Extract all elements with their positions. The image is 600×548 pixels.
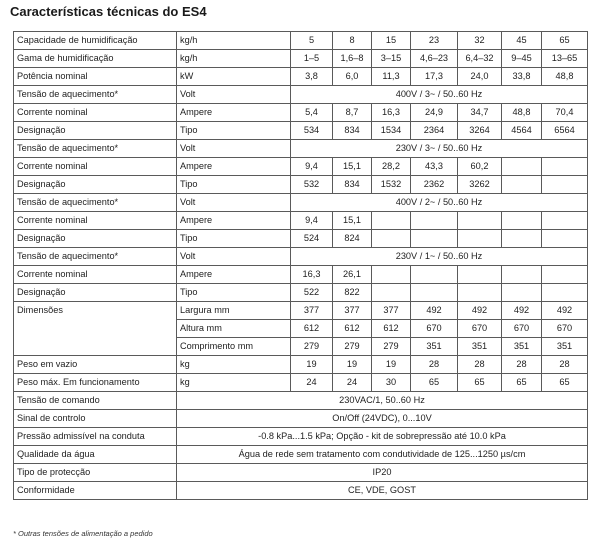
specifications-table — [13, 31, 588, 500]
table-cell: 824 — [333, 230, 372, 248]
table-row — [14, 356, 588, 374]
table-cell: 351 — [411, 338, 458, 356]
table-cell — [411, 212, 458, 230]
row-label: Qualidade da água — [14, 446, 177, 464]
table-cell — [502, 158, 542, 176]
row-label: Gama de humidificação — [14, 50, 177, 68]
table-cell: 377 — [372, 302, 411, 320]
table-cell — [372, 284, 411, 302]
table-cell: 11,3 — [372, 68, 411, 86]
table-cell — [458, 284, 502, 302]
row-label: Conformidade — [14, 482, 177, 500]
table-cell — [411, 266, 458, 284]
table-cell: 6,0 — [333, 68, 372, 86]
table-cell: 65 — [542, 32, 588, 50]
row-label: Designação — [14, 230, 177, 248]
table-cell: 65 — [542, 374, 588, 392]
table-cell: 19 — [291, 356, 333, 374]
row-value: CE, VDE, GOST — [177, 482, 588, 500]
table-row — [14, 68, 588, 86]
table-cell: 26,1 — [333, 266, 372, 284]
table-cell: 351 — [502, 338, 542, 356]
row-value: -0.8 kPa...1.5 kPa; Opção - kit de sobrepressão até 10.0 kPa — [177, 428, 588, 446]
table-cell: 612 — [291, 320, 333, 338]
table-cell: 15,1 — [333, 212, 372, 230]
table-cell: 1534 — [372, 122, 411, 140]
table-cell: 522 — [291, 284, 333, 302]
table-row — [14, 392, 588, 410]
table-cell: 60,2 — [458, 158, 502, 176]
table-cell: 28 — [458, 356, 502, 374]
row-unit: Largura mm — [177, 302, 291, 320]
table-cell: 279 — [333, 338, 372, 356]
table-cell: 65 — [458, 374, 502, 392]
table-cell: 670 — [542, 320, 588, 338]
table-cell: 15 — [372, 32, 411, 50]
table-cell: 16,3 — [291, 266, 333, 284]
table-cell: 33,8 — [502, 68, 542, 86]
table-cell: 524 — [291, 230, 333, 248]
row-value: Água de rede sem tratamento com condutividade de 125...1250 µs/cm — [177, 446, 588, 464]
table-cell: 28 — [502, 356, 542, 374]
table-cell: 65 — [502, 374, 542, 392]
table-cell: 612 — [333, 320, 372, 338]
table-cell: 8 — [333, 32, 372, 50]
row-label: Peso em vazio — [14, 356, 177, 374]
table-cell: 492 — [502, 302, 542, 320]
table-cell — [411, 230, 458, 248]
table-row — [14, 158, 588, 176]
table-cell: 13–65 — [542, 50, 588, 68]
table-cell: 48,8 — [542, 68, 588, 86]
table-cell — [542, 158, 588, 176]
table-cell — [372, 266, 411, 284]
row-label: Tensão de aquecimento* — [14, 248, 177, 266]
row-unit: Tipo — [177, 122, 291, 140]
table-cell: 23 — [411, 32, 458, 50]
table-cell: 17,3 — [411, 68, 458, 86]
table-cell: 2364 — [411, 122, 458, 140]
table-cell: 279 — [372, 338, 411, 356]
table-cell: 5 — [291, 32, 333, 50]
row-label: Sinal de controlo — [14, 410, 177, 428]
table-row — [14, 266, 588, 284]
row-unit: Volt — [177, 248, 291, 266]
table-cell: 279 — [291, 338, 333, 356]
row-unit: Volt — [177, 86, 291, 104]
table-cell: 534 — [291, 122, 333, 140]
table-cell — [458, 212, 502, 230]
table-cell: 834 — [333, 176, 372, 194]
table-row — [14, 212, 588, 230]
row-unit: Ampere — [177, 266, 291, 284]
row-label: Tensão de comando — [14, 392, 177, 410]
footnote: * Outras tensões de alimentação a pedido — [13, 529, 153, 538]
table-cell — [411, 284, 458, 302]
table-cell — [542, 212, 588, 230]
table-row — [14, 302, 588, 320]
table-cell: 492 — [458, 302, 502, 320]
table-cell: 4564 — [502, 122, 542, 140]
row-unit: Tipo — [177, 230, 291, 248]
row-label: Designação — [14, 176, 177, 194]
table-cell — [372, 212, 411, 230]
row-label: Dimensões — [14, 302, 177, 356]
row-label: Tensão de aquecimento* — [14, 194, 177, 212]
table-row — [14, 410, 588, 428]
table-row — [14, 32, 588, 50]
table-cell: 1,6–8 — [333, 50, 372, 68]
row-label: Capacidade de humidificação — [14, 32, 177, 50]
table-cell — [542, 230, 588, 248]
table-cell: 28,2 — [372, 158, 411, 176]
table-row — [14, 428, 588, 446]
table-row — [14, 284, 588, 302]
table-row — [14, 248, 588, 266]
table-cell: 4,6–23 — [411, 50, 458, 68]
table-cell: 24 — [291, 374, 333, 392]
table-cell: 1532 — [372, 176, 411, 194]
row-unit: Ampere — [177, 212, 291, 230]
row-value: 230VAC/1, 50..60 Hz — [177, 392, 588, 410]
table-cell: 492 — [542, 302, 588, 320]
table-row — [14, 104, 588, 122]
table-row — [14, 86, 588, 104]
table-cell: 492 — [411, 302, 458, 320]
row-unit: Comprimento mm — [177, 338, 291, 356]
row-value: 230V / 1~ / 50..60 Hz — [291, 248, 588, 266]
table-cell: 8,7 — [333, 104, 372, 122]
table-cell: 532 — [291, 176, 333, 194]
row-unit: Altura mm — [177, 320, 291, 338]
table-cell: 48,8 — [502, 104, 542, 122]
row-label: Corrente nominal — [14, 266, 177, 284]
table-row — [14, 464, 588, 482]
table-cell — [542, 176, 588, 194]
table-row — [14, 446, 588, 464]
table-cell: 34,7 — [458, 104, 502, 122]
row-unit: kW — [177, 68, 291, 86]
row-label: Tensão de aquecimento* — [14, 140, 177, 158]
row-label: Peso máx. Em funcionamento — [14, 374, 177, 392]
row-unit: kg — [177, 356, 291, 374]
table-cell: 19 — [372, 356, 411, 374]
table-cell — [502, 230, 542, 248]
table-cell: 28 — [542, 356, 588, 374]
row-value: 400V / 3~ / 50..60 Hz — [291, 86, 588, 104]
table-cell: 2362 — [411, 176, 458, 194]
row-label: Designação — [14, 122, 177, 140]
row-label: Tipo de protecção — [14, 464, 177, 482]
table-cell — [458, 266, 502, 284]
table-cell — [502, 176, 542, 194]
table-cell: 19 — [333, 356, 372, 374]
row-unit: Tipo — [177, 284, 291, 302]
row-unit: kg — [177, 374, 291, 392]
table-cell: 1–5 — [291, 50, 333, 68]
table-cell: 670 — [411, 320, 458, 338]
row-label: Designação — [14, 284, 177, 302]
table-cell: 6564 — [542, 122, 588, 140]
table-cell: 670 — [458, 320, 502, 338]
table-cell: 28 — [411, 356, 458, 374]
row-label: Potência nominal — [14, 68, 177, 86]
table-cell: 3262 — [458, 176, 502, 194]
row-label: Pressão admissível na conduta — [14, 428, 177, 446]
table-row — [14, 140, 588, 158]
table-cell: 24,9 — [411, 104, 458, 122]
row-label: Tensão de aquecimento* — [14, 86, 177, 104]
table-row — [14, 50, 588, 68]
table-cell: 6,4–32 — [458, 50, 502, 68]
table-cell: 9–45 — [502, 50, 542, 68]
table-cell — [458, 230, 502, 248]
table-row — [14, 374, 588, 392]
table-cell: 15,1 — [333, 158, 372, 176]
row-unit: Volt — [177, 194, 291, 212]
table-cell: 351 — [458, 338, 502, 356]
row-label: Corrente nominal — [14, 104, 177, 122]
row-unit: Ampere — [177, 104, 291, 122]
table-cell: 822 — [333, 284, 372, 302]
table-row — [14, 194, 588, 212]
row-unit: Volt — [177, 140, 291, 158]
table-cell: 9,4 — [291, 212, 333, 230]
row-label: Corrente nominal — [14, 212, 177, 230]
table-cell: 612 — [372, 320, 411, 338]
table-cell: 16,3 — [372, 104, 411, 122]
row-value: 400V / 2~ / 50..60 Hz — [291, 194, 588, 212]
table-row — [14, 230, 588, 248]
table-cell: 377 — [291, 302, 333, 320]
table-cell: 351 — [542, 338, 588, 356]
table-cell: 834 — [333, 122, 372, 140]
row-unit: kg/h — [177, 32, 291, 50]
table-cell: 377 — [333, 302, 372, 320]
table-cell: 3,8 — [291, 68, 333, 86]
table-row — [14, 122, 588, 140]
table-row — [14, 482, 588, 500]
table-cell: 43,3 — [411, 158, 458, 176]
table-cell: 3264 — [458, 122, 502, 140]
row-value: 230V / 3~ / 50..60 Hz — [291, 140, 588, 158]
table-cell: 3–15 — [372, 50, 411, 68]
row-value: IP20 — [177, 464, 588, 482]
table-cell: 5,4 — [291, 104, 333, 122]
table-cell — [542, 266, 588, 284]
row-unit: Ampere — [177, 158, 291, 176]
table-cell — [502, 212, 542, 230]
table-row — [14, 176, 588, 194]
table-cell: 24,0 — [458, 68, 502, 86]
row-unit: kg/h — [177, 50, 291, 68]
table-cell: 65 — [411, 374, 458, 392]
table-cell — [372, 230, 411, 248]
table-cell: 30 — [372, 374, 411, 392]
table-cell: 45 — [502, 32, 542, 50]
table-cell — [502, 284, 542, 302]
row-label: Corrente nominal — [14, 158, 177, 176]
table-cell: 24 — [333, 374, 372, 392]
table-cell — [502, 266, 542, 284]
row-unit: Tipo — [177, 176, 291, 194]
table-cell: 670 — [502, 320, 542, 338]
table-cell: 32 — [458, 32, 502, 50]
row-value: On/Off (24VDC), 0...10V — [177, 410, 588, 428]
table-cell: 9,4 — [291, 158, 333, 176]
table-cell: 70,4 — [542, 104, 588, 122]
page-title: Características técnicas do ES4 — [10, 4, 207, 19]
table-cell — [542, 284, 588, 302]
